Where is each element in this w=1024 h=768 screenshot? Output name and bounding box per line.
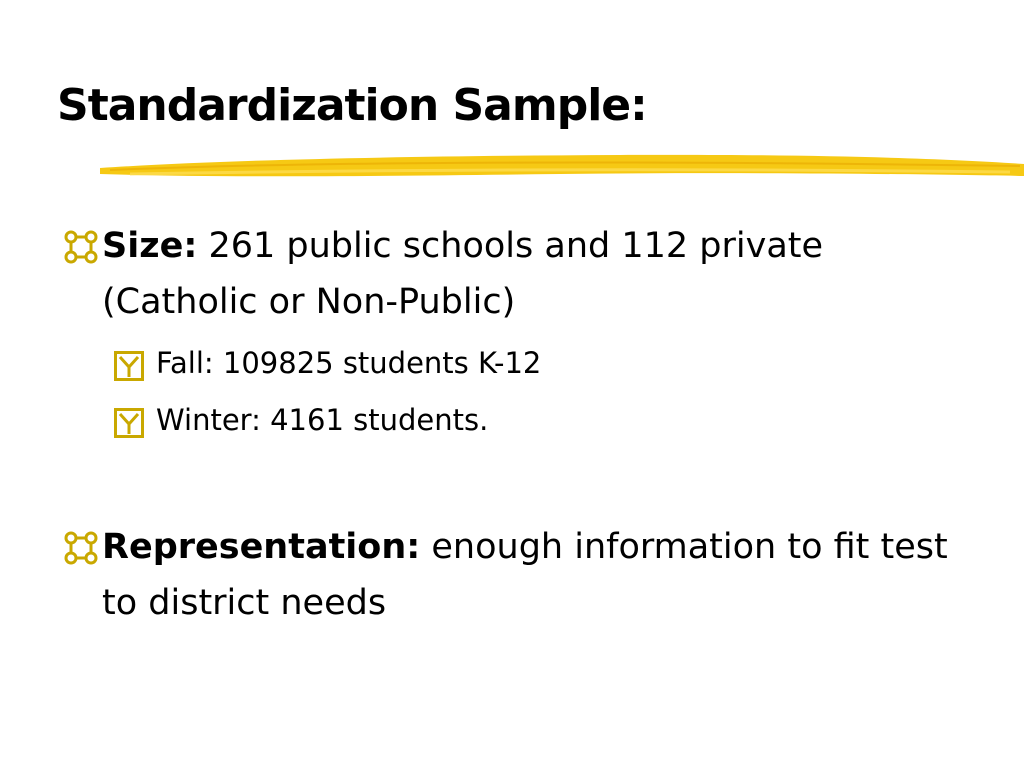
title-underline-brushstroke	[100, 150, 1024, 186]
sub-bullet-text: Fall: 109825 students K-12	[156, 346, 542, 380]
checkbox-check-icon	[114, 351, 144, 381]
command-key-icon	[62, 519, 100, 575]
slide-title: Standardization Sample:	[57, 80, 647, 131]
sub-bullet-text: Winter: 4161 students.	[156, 403, 489, 437]
bullet-body: enough information to fit test to district needs	[102, 527, 948, 623]
bullet-text	[62, 519, 962, 631]
bullet-size	[62, 218, 962, 330]
bullet-text	[62, 218, 962, 330]
bullet-label: Size:	[102, 226, 198, 266]
sub-bullet-winter	[114, 394, 974, 446]
bullet-body: 261 public schools and 112 private (Catholic or Non-Public)	[102, 226, 824, 322]
command-key-icon	[62, 218, 100, 274]
bullet-representation	[62, 519, 962, 631]
bullet-label: Representation:	[102, 527, 421, 567]
checkbox-check-icon	[114, 408, 144, 438]
sub-bullet-fall	[114, 337, 974, 389]
